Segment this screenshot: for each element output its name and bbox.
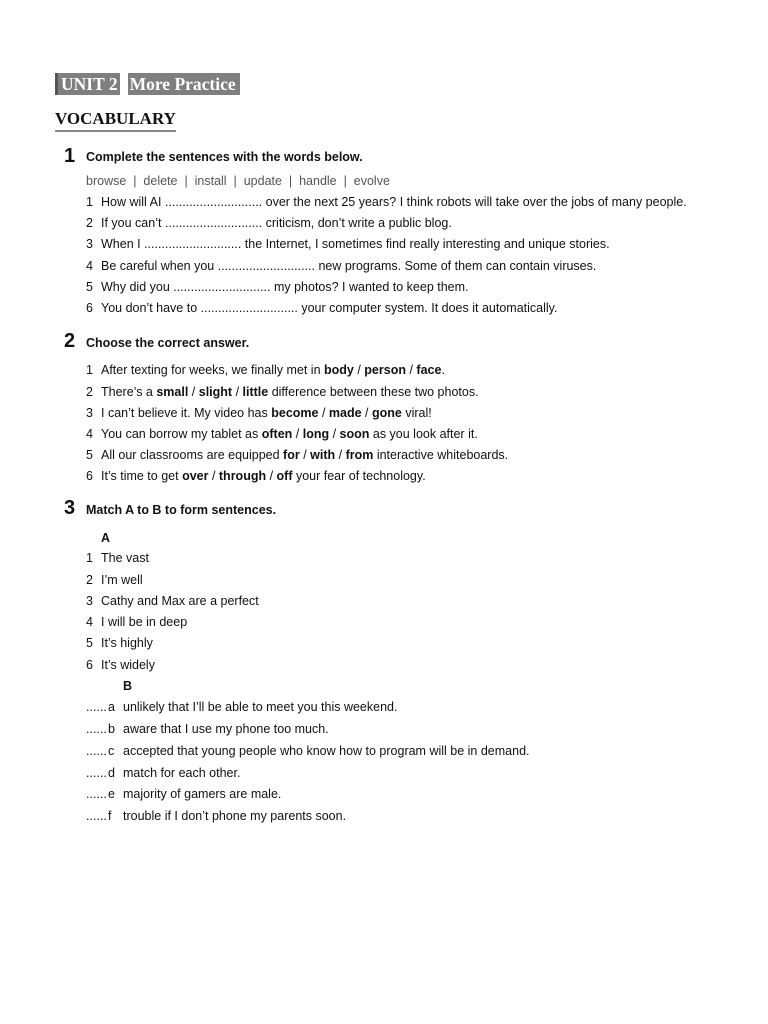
exercise-2-item: 2 There’s a small / slight / little difference between these two photos. bbox=[86, 385, 479, 399]
item-number: 6 bbox=[86, 658, 93, 672]
item-number: 5 bbox=[86, 636, 93, 650]
answer-option[interactable]: small bbox=[156, 385, 189, 399]
exercise-1-item bbox=[86, 194, 687, 210]
item-text: majority of gamers are male. bbox=[123, 787, 282, 801]
item-text: You can borrow my tablet as bbox=[101, 427, 262, 441]
item-letter: e bbox=[108, 787, 115, 801]
answer-option[interactable]: long bbox=[302, 427, 330, 441]
answer-option[interactable]: body bbox=[324, 363, 354, 377]
item-number: 6 bbox=[86, 469, 93, 483]
item-text: I’m well bbox=[101, 573, 143, 587]
item-number: 4 bbox=[86, 427, 93, 441]
unit-label: UNIT 2 bbox=[61, 74, 118, 94]
exercise-1-item bbox=[86, 300, 557, 316]
item-letter: f bbox=[108, 809, 112, 823]
item-number: 3 bbox=[86, 406, 93, 420]
answer-blank[interactable]: ...... bbox=[86, 744, 107, 758]
item-number: 2 bbox=[86, 216, 93, 230]
item-number: 1 bbox=[86, 551, 93, 565]
item-text: unlikely that I’ll be able to meet you this weekend. bbox=[123, 700, 398, 714]
answer-option[interactable]: over bbox=[182, 469, 209, 483]
item-number: 3 bbox=[86, 594, 93, 608]
item-number: 1 bbox=[86, 363, 93, 377]
item-number: 4 bbox=[86, 259, 93, 273]
exercise-2-item: 3 I can’t believe it. My video has become / made / gone viral! bbox=[86, 406, 432, 420]
item-number: 2 bbox=[86, 385, 93, 399]
column-b-heading: B bbox=[123, 679, 133, 693]
column-a-item bbox=[86, 657, 155, 673]
item-text: I will be in deep bbox=[101, 615, 188, 629]
item-text: difference between these two photos. bbox=[268, 385, 479, 399]
answer-option[interactable]: little bbox=[242, 385, 269, 399]
item-text: trouble if I don’t phone my parents soon. bbox=[123, 809, 347, 823]
item-text: All our classrooms are equipped bbox=[101, 448, 284, 462]
item-number: 5 bbox=[86, 448, 93, 462]
answer-option[interactable]: for bbox=[283, 448, 300, 462]
item-text: your fear of technology. bbox=[292, 469, 426, 483]
exercise-2-number: 2 bbox=[64, 330, 76, 352]
item-number: 6 bbox=[86, 301, 93, 315]
item-text: Be careful when you ............................ new programs. Some of them can contain viruses. bbox=[101, 259, 597, 273]
answer-option[interactable]: off bbox=[276, 469, 293, 483]
item-text: It’s highly bbox=[101, 636, 153, 650]
answer-blank[interactable]: ...... bbox=[86, 722, 107, 736]
item-letter: c bbox=[108, 744, 115, 758]
answer-option[interactable]: soon bbox=[339, 427, 370, 441]
item-text: aware that I use my phone too much. bbox=[123, 722, 329, 736]
column-b-item bbox=[86, 699, 397, 715]
exercise-1-number: 1 bbox=[64, 145, 76, 167]
item-number: 3 bbox=[86, 237, 93, 251]
item-text: It’s widely bbox=[101, 658, 155, 672]
item-text: How will AI ............................ over the next 25 years? I think robots will take over the jobs of many people. bbox=[101, 195, 687, 209]
word-bank: browse | delete | install | update | handle | evolve bbox=[86, 174, 390, 188]
column-b-item bbox=[86, 765, 240, 781]
answer-option[interactable]: slight bbox=[198, 385, 233, 399]
item-number: 4 bbox=[86, 615, 93, 629]
item-text: . bbox=[441, 363, 445, 377]
column-a-item bbox=[86, 550, 149, 566]
column-a-heading: A bbox=[101, 531, 111, 545]
answer-option[interactable]: become bbox=[271, 406, 319, 420]
exercise-2-item: 4 You can borrow my tablet as often / long / soon as you look after it. bbox=[86, 427, 478, 441]
answer-option[interactable]: with bbox=[310, 448, 336, 462]
answer-blank[interactable]: ...... bbox=[86, 809, 107, 823]
exercise-3-number: 3 bbox=[64, 497, 76, 519]
item-text: Why did you ............................ my photos? I wanted to keep them. bbox=[101, 280, 469, 294]
exercise-1-item bbox=[86, 279, 469, 295]
item-letter: b bbox=[108, 722, 115, 736]
answer-option[interactable]: often bbox=[261, 427, 293, 441]
item-letter: a bbox=[108, 700, 115, 714]
unit-banner bbox=[55, 73, 240, 95]
answer-option[interactable]: face bbox=[416, 363, 442, 377]
item-text: If you can’t ............................ criticism, don’t write a public blog. bbox=[101, 216, 452, 230]
column-a-item bbox=[86, 635, 153, 651]
answer-blank[interactable]: ...... bbox=[86, 787, 107, 801]
item-letter: d bbox=[108, 766, 115, 780]
item-text: You don’t have to ............................ your computer system. It does it automatically. bbox=[101, 301, 558, 315]
column-a-item bbox=[86, 593, 259, 609]
exercise-2-item: 6 It’s time to get over / through / off your fear of technology. bbox=[86, 469, 426, 483]
exercise-2-instruction: Choose the correct answer. bbox=[86, 336, 250, 350]
exercise-2-item: 5 All our classrooms are equipped for / with / from interactive whiteboards. bbox=[86, 448, 509, 462]
exercise-1-item bbox=[86, 236, 610, 252]
banner-divider bbox=[120, 73, 128, 95]
unit-title: More Practice bbox=[129, 74, 236, 94]
item-number: 5 bbox=[86, 280, 93, 294]
item-text: Cathy and Max are a perfect bbox=[101, 594, 259, 608]
exercise-1-item bbox=[86, 215, 452, 231]
item-text: interactive whiteboards. bbox=[373, 448, 509, 462]
answer-option[interactable]: gone bbox=[371, 406, 402, 420]
column-b-item bbox=[86, 743, 530, 759]
exercise-1-item bbox=[86, 258, 596, 274]
column-a-item bbox=[86, 614, 187, 630]
column-b-item bbox=[86, 808, 346, 824]
answer-option[interactable]: through bbox=[218, 469, 267, 483]
section-heading: VOCABULARY bbox=[55, 109, 176, 132]
item-number: 1 bbox=[86, 195, 93, 209]
item-text: The vast bbox=[101, 551, 149, 565]
item-text: I can’t believe it. My video has bbox=[101, 406, 272, 420]
answer-option[interactable]: person bbox=[364, 363, 406, 377]
exercise-1-instruction: Complete the sentences with the words below. bbox=[86, 150, 363, 164]
item-text: match for each other. bbox=[123, 766, 241, 780]
item-text: accepted that young people who know how to program will be in demand. bbox=[123, 744, 530, 758]
item-text: viral! bbox=[401, 406, 432, 420]
exercise-3-instruction: Match A to B to form sentences. bbox=[86, 503, 277, 517]
item-text: as you look after it. bbox=[369, 427, 478, 441]
item-text: After texting for weeks, we finally met in bbox=[101, 363, 325, 377]
answer-blank[interactable]: ...... bbox=[86, 766, 107, 780]
column-a-item bbox=[86, 572, 143, 588]
answer-option[interactable]: made bbox=[328, 406, 362, 420]
answer-option[interactable]: from bbox=[345, 448, 374, 462]
item-text: There’s a bbox=[101, 385, 157, 399]
item-number: 2 bbox=[86, 573, 93, 587]
column-b-item bbox=[86, 786, 281, 802]
column-b-item bbox=[86, 721, 329, 737]
answer-blank[interactable]: ...... bbox=[86, 700, 107, 714]
exercise-2-item: 1 After texting for weeks, we finally met in body / person / face. bbox=[86, 363, 445, 377]
item-text: When I ............................ the Internet, I sometimes find really interesting and unique stories. bbox=[101, 237, 610, 251]
item-text: It’s time to get bbox=[101, 469, 183, 483]
